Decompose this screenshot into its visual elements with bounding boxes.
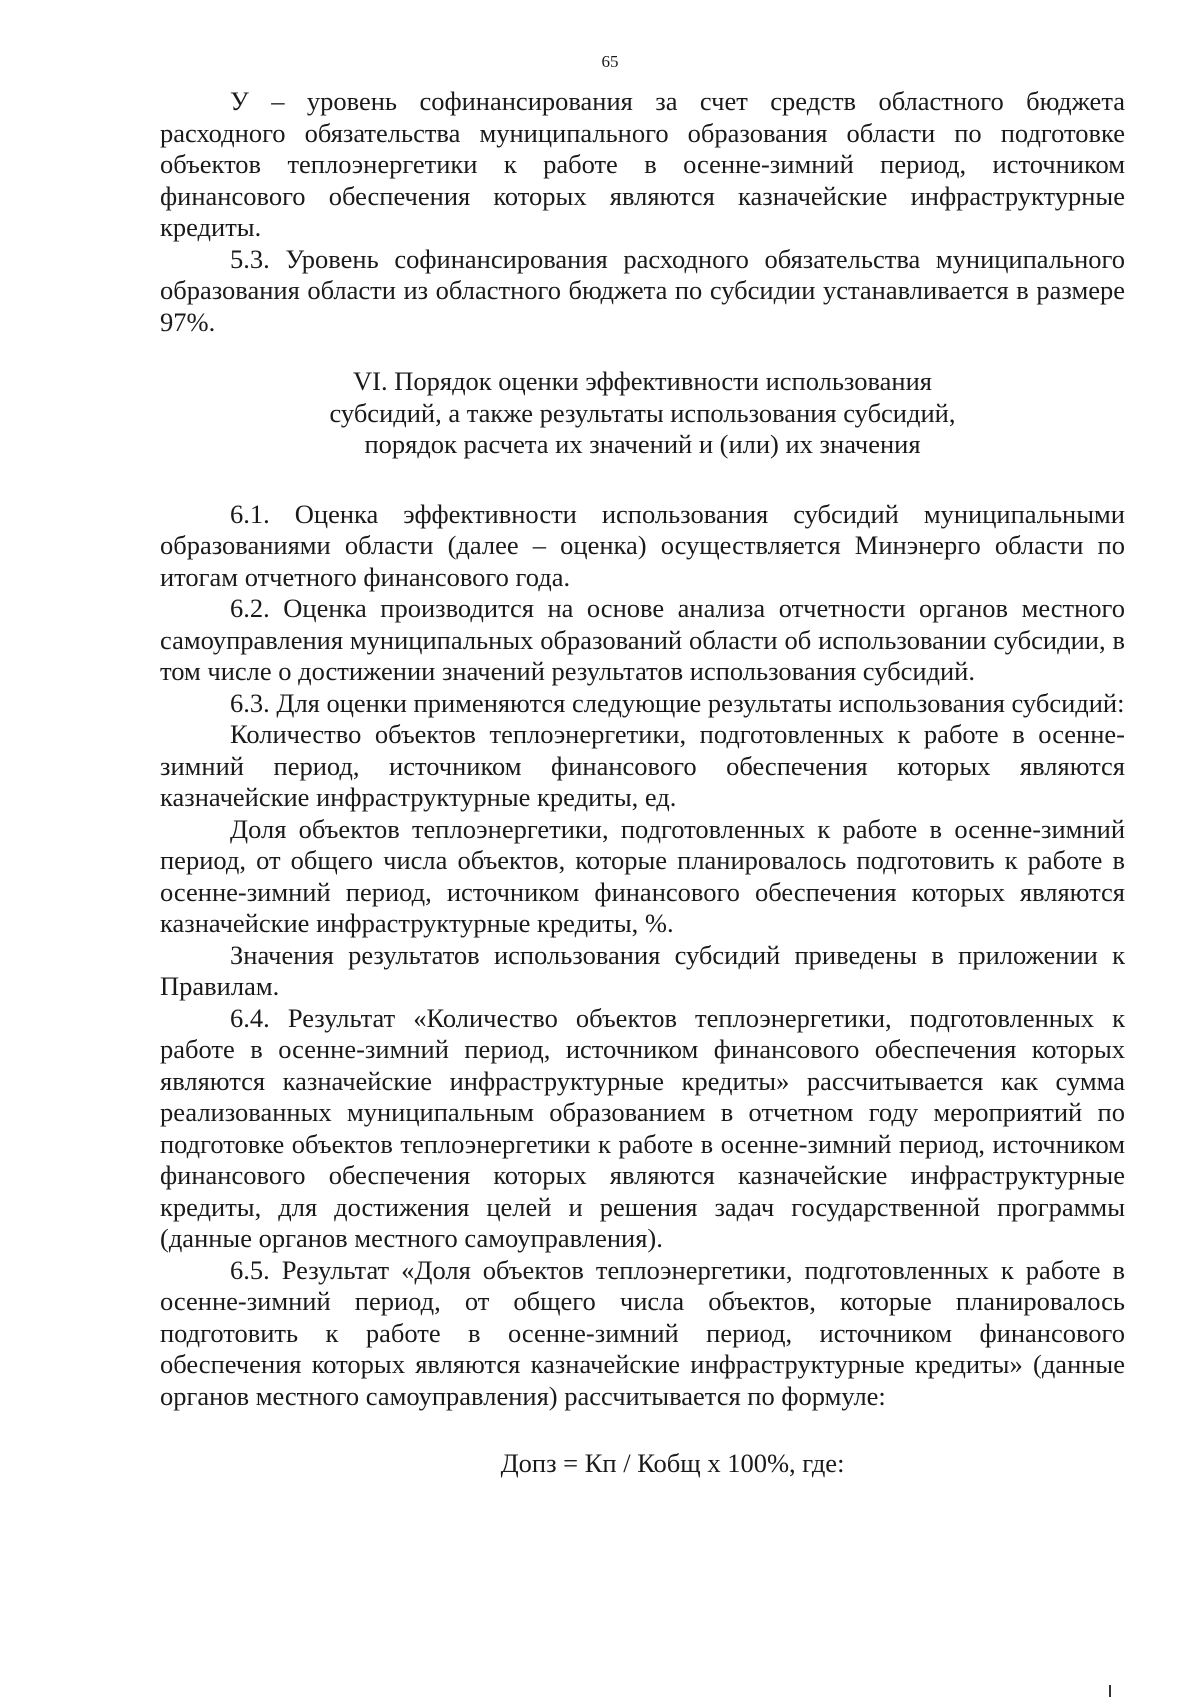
paragraph-6-3: 6.3. Для оценки применяются следующие результаты использования субсидий:: [230, 687, 1125, 718]
paragraph-6-5: 6.5. Результат «Доля объектов теплоэнергетики, подготовленных к работе в осенне-зимний период, от общего числа объектов, которые планировалось подготовить к работе в осенне-зимний период, источником финансового обеспечения которых являются казначейские инфраструктурные кредиты» (данные органов местного самоуправления) рассчитывается по формуле:: [160, 1254, 1125, 1411]
page-number: 65: [601, 52, 619, 71]
paragraph-result-count: Количество объектов теплоэнергетики, подготовленных к работе в осенне-зимний период, источником финансового обеспечения которых являются казначейские инфраструктурные кредиты, ед.: [160, 719, 1125, 812]
paragraph-result-share: Доля объектов теплоэнергетики, подготовленных к работе в осенне-зимний период, от общего числа объектов, которые планировалось подготовить к работе в осенне-зимний период, источником финансового обеспечения которых являются казначейские инфраструктурные кредиты, %.: [160, 813, 1125, 938]
paragraph-result-values: Значения результатов использования субсидий приведены в приложении к Правилам.: [160, 939, 1125, 1001]
document-body: [160, 86, 1125, 1480]
heading-line-3: порядок расчета их значений и (или) их значения: [364, 429, 921, 459]
paragraph-6-4: 6.4. Результат «Количество объектов теплоэнергетики, подготовленных к работе в осенне-зимний период, источником финансового обеспечения которых являются казначейские инфраструктурные кредиты» рассчитывается как сумма реализованных муниципальным образованием в отчетном году мероприятий по подготовке объектов теплоэнергетики к работе в осенне-зимний период, источником финансового обеспечения которых являются казначейские инфраструктурные кредиты, для достижения целей и решения задач государственной программы (данные органов местного самоуправления).: [160, 1002, 1125, 1253]
section-heading-vi: [160, 366, 1125, 461]
paragraph-6-1: 6.1. Оценка эффективности использования субсидий муниципальными образованиями области (далее – оценка) осуществляется Минэнерго области по итогам отчетного финансового года.: [160, 498, 1125, 592]
paragraph-6-2: 6.2. Оценка производится на основе анализа отчетности органов местного самоуправления муниципальных образований области об использовании субсидии, в том числе о достижении значений результатов использования субсидий.: [160, 593, 1125, 686]
formula: Допз = Кп / Кобщ х 100%, где:: [500, 1448, 845, 1478]
heading-line-2: субсидий, а также результаты использования субсидий,: [329, 397, 956, 428]
scan-edge-mark: [1109, 1685, 1111, 1697]
heading-line-1: VI. Порядок оценки эффективности использования: [353, 366, 932, 396]
paragraph-u-definition: У – уровень софинансирования за счет средств областного бюджета расходного обязательства муниципального образования области по подготовке объектов теплоэнергетики к работе в осенне-зимний период, источником финансового обеспечения которых являются казначейские инфраструктурные кредиты.: [160, 86, 1125, 242]
paragraph-5-3: 5.3. Уровень софинансирования расходного обязательства муниципального образования области из областного бюджета по субсидии устанавливается в размере 97%.: [160, 243, 1125, 337]
